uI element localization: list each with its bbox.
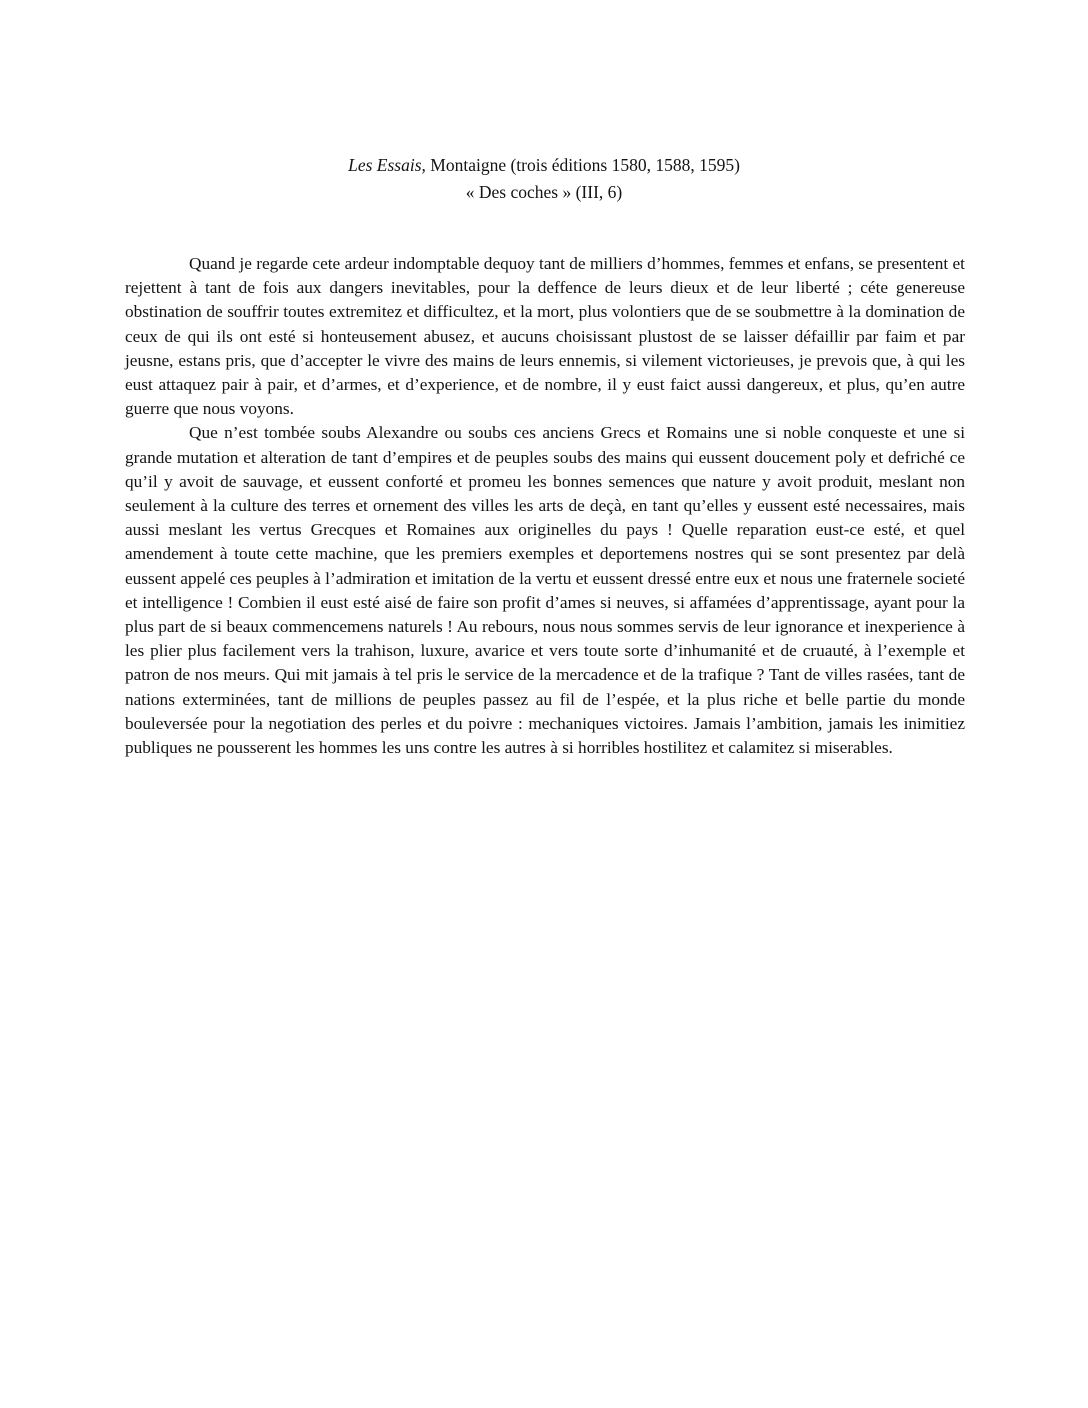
document-subtitle: « Des coches » (III, 6) bbox=[465, 182, 623, 202]
title-rest: , Montaigne (trois éditions 1580, 1588, 1595) bbox=[421, 155, 740, 175]
document-body bbox=[125, 252, 965, 760]
paragraph-1: Quand je regarde cete ardeur indomptable dequoy tant de milliers d’hommes, femmes et enfans, se presentent et rejettent à tant de fois aux dangers inevitables, pour la deffence de leurs dieux et de leur liberté ; céte genereuse obstination de souffrir toutes extremitez et difficultez, et la mort, plus volontiers que de se soubmettre à la domination de ceux de qui ils ont esté si honteusement abusez, et aucuns choisissant plustost de se laisser défaillir par faim et par jeusne, estans pris, que d’accepter le vivre des mains de leurs ennemis, si vilement victorieuses, je prevois que, à qui les eust attaquez pair à pair, et d’armes, et d’experience, et de nombre, il y eust faict aussi dangereux, et plus, qu’en autre guerre que nous voyons. bbox=[125, 254, 965, 419]
work-title: Les Essais bbox=[348, 155, 422, 175]
document-header bbox=[0, 152, 1088, 206]
document-title bbox=[0, 152, 1088, 179]
paragraph-2: Que n’est tombée soubs Alexandre ou soubs ces anciens Grecs et Romains une si noble conqueste et une si grande mutation et alteration de tant d’empires et de peuples soubs des mains qui eussent doucement poly et defriché ce qu’il y avoit de sauvage, et eussent conforté et promeu les bonnes semences que nature y avoit produit, meslant non seulement à la culture des terres et ornement des villes les arts de deçà, en tant qu’elles y eussent esté necessaires, mais aussi meslant les vertus Grecques et Romaines aux originelles du pays ! Quelle reparation eust-ce esté, et quel amendement à toute cette machine, que les premiers exemples et deportemens nostres qui se sont presentez par delà eussent appelé ces peuples à l’admiration et imitation de la vertu et eussent dressé entre eux et nous une fraternele societé et intelligence ! Combien il eust esté aisé de faire son profit d’ames si neuves, si affamées d’apprentissage, ayant pour la plus part de si beaux commencemens naturels ! Au rebours, nous nous sommes servis de leur ignorance et inexperience à les plier plus facilement vers la trahison, luxure, avarice et vers toute sorte d’inhumanité et de cruauté, à l’exemple et patron de nos meurs. Qui mit jamais à tel pris le service de la mercadence et de la trafique ? Tant de villes rasées, tant de nations exterminées, tant de millions de peuples passez au fil de l’espée, et la plus riche et belle partie du monde bouleversée pour la negotiation des perles et du poivre : mechaniques victoires. Jamais l’ambition, jamais les inimitiez publiques ne pousserent les hommes les uns contre les autres à si horribles hostilitez et calamitez si miserables. bbox=[125, 423, 965, 758]
